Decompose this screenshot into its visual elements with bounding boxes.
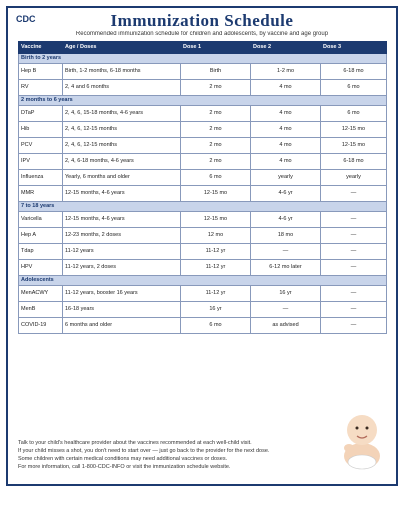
baby-illustration [338, 408, 386, 470]
footnote: Some children with certain medical conditions may need additional vaccines or doses. [18, 456, 228, 462]
page-subtitle: Recommended immunization schedule for children and adolescents, by vaccine and age group [75, 31, 329, 37]
table-cell: 11-12 yr [181, 286, 251, 302]
column-header: Vaccine [19, 42, 63, 54]
table-cell: 2 mo [181, 80, 251, 96]
section-title: 7 to 18 years [19, 202, 387, 212]
vaccine-name: MMR [19, 186, 63, 202]
vaccine-name: DTaP [19, 106, 63, 122]
table-row [19, 318, 387, 334]
vaccine-name: Hep A [19, 228, 63, 244]
table-row [19, 138, 387, 154]
section-title: 2 months to 6 years [19, 96, 387, 106]
column-header: Age / Doses [63, 42, 181, 54]
table-cell: 16 yr [181, 302, 251, 318]
table-cell: 6 months and older [63, 318, 181, 334]
table-row [19, 154, 387, 170]
table-row [19, 228, 387, 244]
vaccine-name: PCV [19, 138, 63, 154]
column-header: Dose 1 [181, 42, 251, 54]
table-cell: 2, 4, 6, 12-15 months [63, 122, 181, 138]
table-row [19, 80, 387, 96]
section-row [19, 54, 387, 64]
vaccine-name: RV [19, 80, 63, 96]
vaccine-name: MenACWY [19, 286, 63, 302]
table-cell: — [321, 186, 387, 202]
table-cell: yearly [251, 170, 321, 186]
column-header: Dose 3 [321, 42, 387, 54]
table-cell: — [321, 302, 387, 318]
section-row [19, 202, 387, 212]
section-row [19, 276, 387, 286]
table-cell: — [321, 228, 387, 244]
vaccine-name: Hib [19, 122, 63, 138]
column-header: Dose 2 [251, 42, 321, 54]
table-cell: 2 mo [181, 138, 251, 154]
table-cell: Birth, 1-2 months, 6-18 months [63, 64, 181, 80]
table-cell: 12-15 months, 4-6 years [63, 212, 181, 228]
table-cell: Yearly, 6 months and older [63, 170, 181, 186]
vaccine-name: HPV [19, 260, 63, 276]
table-cell: 12 mo [181, 228, 251, 244]
section-title: Birth to 2 years [19, 54, 387, 64]
table-row [19, 106, 387, 122]
table-cell: 12-23 months, 2 doses [63, 228, 181, 244]
table-cell: 4 mo [251, 122, 321, 138]
table-row [19, 286, 387, 302]
table-cell: Birth [181, 64, 251, 80]
table-header-row [19, 42, 387, 54]
table-cell: 18 mo [251, 228, 321, 244]
table-cell: 2, 4, 6, 12-15 months [63, 138, 181, 154]
logo: CDC [16, 14, 36, 24]
vaccine-name: Influenza [19, 170, 63, 186]
table-row [19, 302, 387, 318]
table-cell: 6-18 mo [321, 64, 387, 80]
table-cell: 1-2 mo [251, 64, 321, 80]
footnotes [18, 440, 338, 472]
table-cell: 6 mo [321, 106, 387, 122]
table-row [19, 186, 387, 202]
table-cell: — [321, 244, 387, 260]
table-cell: 2 mo [181, 106, 251, 122]
footnote: Talk to your child's healthcare provider about the vaccines recommended at each well-child visit. [18, 440, 252, 446]
table-cell: 12-15 mo [321, 122, 387, 138]
table-cell: — [321, 260, 387, 276]
table-cell: 12-15 mo [321, 138, 387, 154]
table-cell: 16-18 years [63, 302, 181, 318]
table-cell: 6 mo [321, 80, 387, 96]
footnote: If your child misses a shot, you don't need to start over — just go back to the provider for the next dose. [18, 448, 270, 454]
table-cell: — [251, 244, 321, 260]
vaccine-name: Varicella [19, 212, 63, 228]
vaccine-name: COVID-19 [19, 318, 63, 334]
table-cell: 2, 4 and 6 months [63, 80, 181, 96]
table-row [19, 260, 387, 276]
table-cell: 4-6 yr [251, 212, 321, 228]
table-cell: — [251, 302, 321, 318]
footnote: For more information, call 1-800-CDC-INFO or visit the immunization schedule website. [18, 464, 231, 470]
vaccine-name: IPV [19, 154, 63, 170]
table-cell: 4 mo [251, 138, 321, 154]
vaccine-name: Hep B [19, 64, 63, 80]
table-cell: 12-15 months, 4-6 years [63, 186, 181, 202]
table-cell: — [321, 286, 387, 302]
table-cell: 4-6 yr [251, 186, 321, 202]
table-cell: 12-15 mo [181, 186, 251, 202]
table-row [19, 122, 387, 138]
table-cell: 6-12 mo later [251, 260, 321, 276]
table-cell: 2 mo [181, 122, 251, 138]
table-cell: 2 mo [181, 154, 251, 170]
vaccine-name: MenB [19, 302, 63, 318]
table-cell: 6 mo [181, 170, 251, 186]
table-cell: 11-12 years, booster 16 years [63, 286, 181, 302]
section-row [19, 96, 387, 106]
table-cell: — [321, 212, 387, 228]
table-row [19, 64, 387, 80]
table-cell: 6 mo [181, 318, 251, 334]
table-cell: 4 mo [251, 80, 321, 96]
table-cell: 4 mo [251, 106, 321, 122]
table-cell: 4 mo [251, 154, 321, 170]
page-title: Immunization Schedule [110, 11, 294, 30]
table-cell: 2, 4, 6-18 months, 4-6 years [63, 154, 181, 170]
table-cell: 2, 4, 6, 15-18 months, 4-6 years [63, 106, 181, 122]
table-row [19, 212, 387, 228]
table-cell: yearly [321, 170, 387, 186]
table-cell: 11-12 yr [181, 244, 251, 260]
section-title: Adolescents [19, 276, 387, 286]
table-cell: 11-12 years, 2 doses [63, 260, 181, 276]
table-cell: 12-15 mo [181, 212, 251, 228]
table-cell: 16 yr [251, 286, 321, 302]
table-cell: 6-18 mo [321, 154, 387, 170]
table-cell: — [321, 318, 387, 334]
table-row [19, 170, 387, 186]
table-cell: 11-12 years [63, 244, 181, 260]
table-cell: 11-12 yr [181, 260, 251, 276]
table-row [19, 244, 387, 260]
vaccine-name: Tdap [19, 244, 63, 260]
schedule-table [18, 41, 387, 334]
schedule-poster [6, 6, 398, 486]
table-cell: as advised [251, 318, 321, 334]
table-body [19, 54, 387, 334]
